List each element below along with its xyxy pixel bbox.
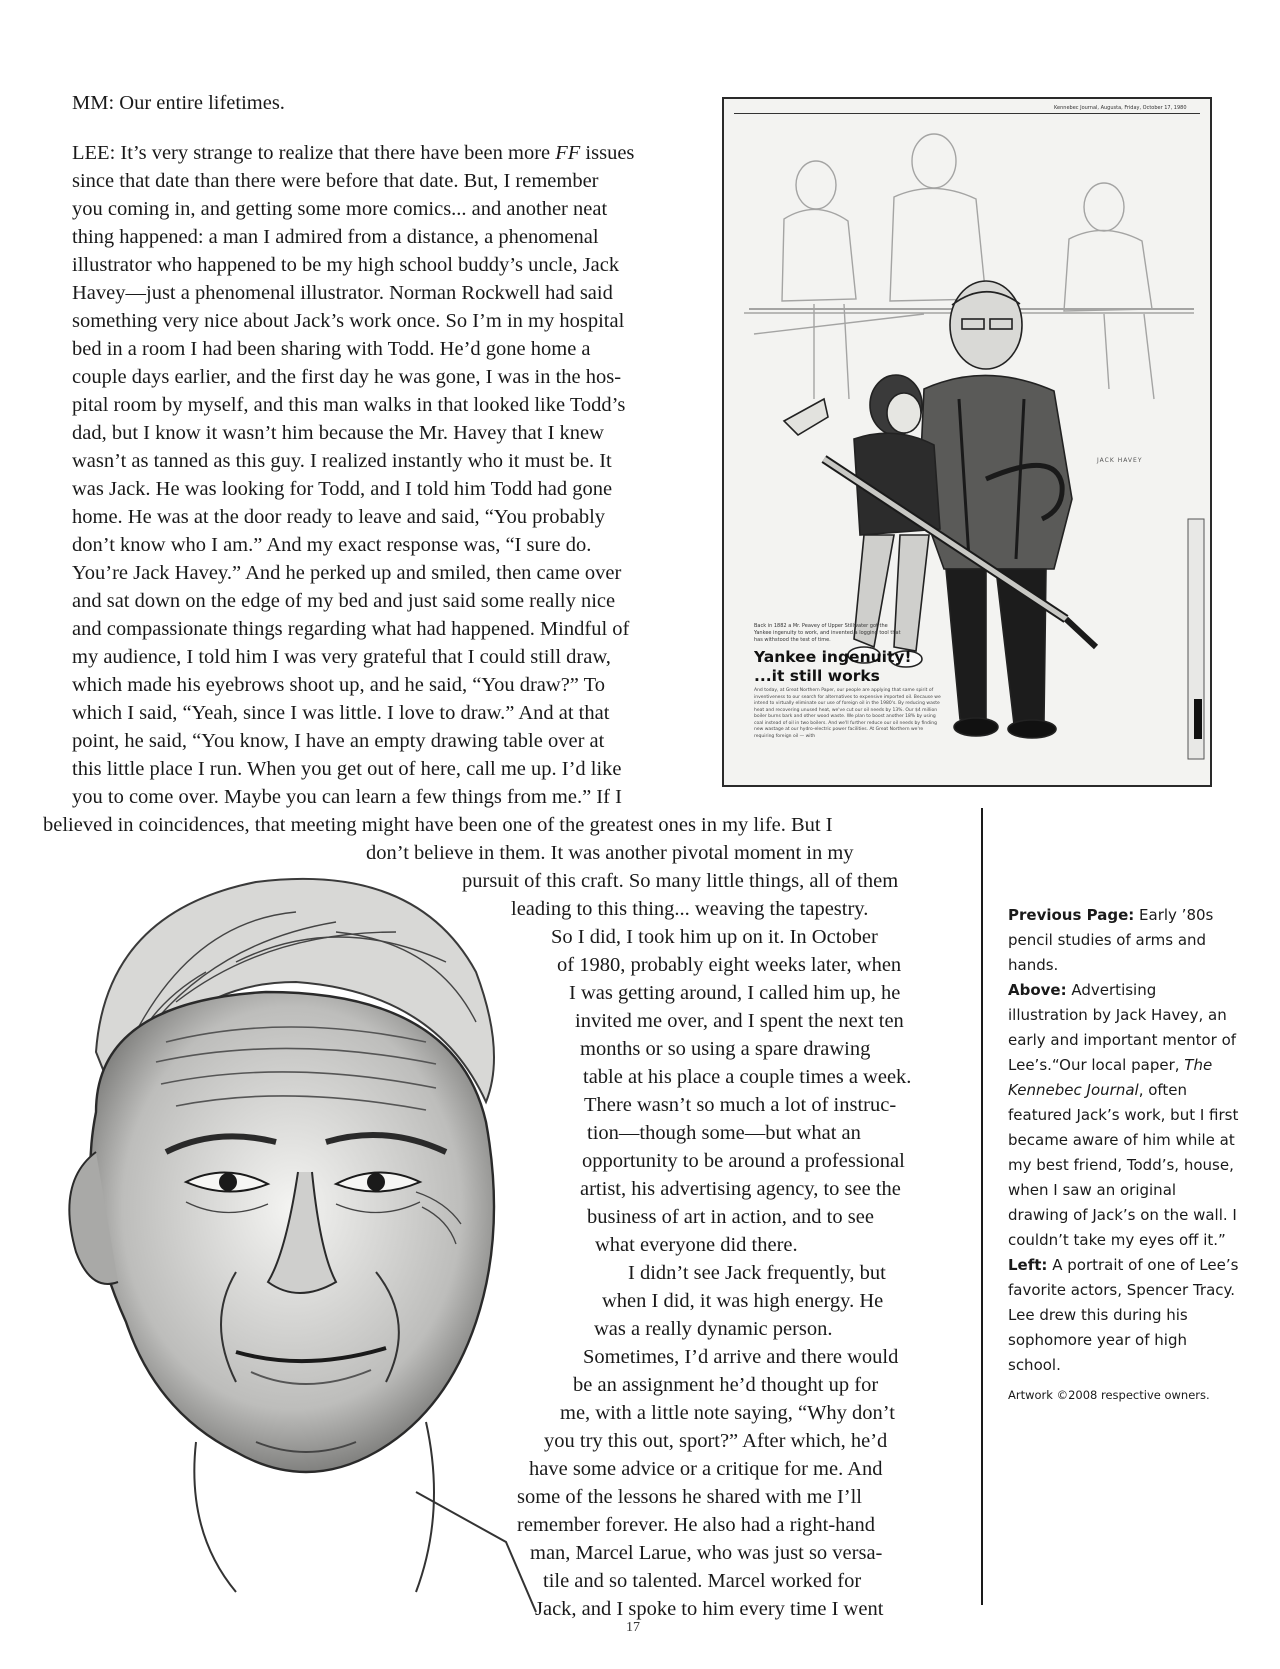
article-line: believed in coincidences, that meeting might have been one of the greatest ones in my life. But I [43,814,833,836]
article-line: which made his eyebrows shoot up, and he said, “You draw?” To [72,674,605,696]
article-line: be an assignment he’d thought up for [573,1374,879,1396]
article-line: of 1980, probably eight weeks later, when [557,954,902,976]
ad-headline [754,648,912,686]
article-line: leading to this thing... weaving the tapestry. [511,898,869,920]
article-line: remember forever. He also had a right-hand [517,1514,876,1536]
article-line: table at his place a couple times a week. [583,1066,912,1088]
article-line: bed in a room I had been sharing with Todd. He’d gone home a [72,338,591,360]
ad-header: Kennebec Journal, Augusta, Friday, October 17, 1980 [1054,105,1187,111]
article-line: you coming in, and getting some more comics... and another neat [72,198,608,220]
caption-label: Left: [1008,1256,1048,1274]
article-line: Jack, and I spoke to him every time I went [535,1598,884,1620]
article-line: my audience, I told him I was very grateful that I could still draw, [72,646,611,668]
ad-signature: JACK HAVEY [1097,457,1143,464]
article-line: illustrator who happened to be my high school buddy’s uncle, Jack [72,254,620,276]
article-line: pital room by myself, and this man walks in that looked like Todd’s [72,394,626,416]
article-line: was Jack. He was looking for Todd, and I told him Todd had gone [72,478,613,500]
article-line: some of the lessons he shared with me I’ll [517,1486,863,1508]
article-line: MM: Our entire lifetimes. [72,92,285,114]
caption-credit: Artwork ©2008 respective owners. [1008,1388,1210,1402]
article-line: pursuit of this craft. So many little things, all of them [462,870,899,892]
article-line: tile and so talented. Marcel worked for [543,1570,862,1592]
caption-quote: , often featured Jack’s work, but I first became aware of him while at my best friend, Todd’s, house, when I saw an original drawing of Jack’s on the wall. I couldn’t take my eyes off it.” [1008,1081,1239,1249]
article-line: what everyone did there. [595,1234,798,1256]
article-line: point, he said, “You know, I have an empty drawing table over at [72,730,605,752]
ad-body-text: And today, at Great Northern Paper, our people are applying that same spirit of inventiveness to our search for alternatives to expensive imported oil. Because we intend to virtually eliminate our use of foreign oil in the 1980's. By reducing waste heat and recovering unused heat, we've cut our oil needs by 13%. Our $4 million boiler burns bark and other wood waste. We plan to boost another 18% by using coal instead of oil in two boilers. And we'll further reduce our oil needs by finding new wastage at our hydro-electric power facilities. At Great Northern we're requiring foreign oil — with [754,688,941,739]
caption-left [1008,1253,1240,1378]
article-line: opportunity to be around a professional [582,1150,905,1172]
article-line: man, Marcel Larue, who was just so versa- [530,1542,883,1564]
article-line: don’t believe in them. It was another pivotal moment in my [366,842,854,864]
article-line: dad, but I know it wasn’t him because the Mr. Havey that I knew [72,422,604,444]
article-line: which I said, “Yeah, since I was little. I love to draw.” And at that [72,702,610,724]
article-line: wasn’t as tanned as this guy. I realized instantly who it must be. It [72,450,612,472]
article-line: months or so using a spare drawing [580,1038,871,1060]
article-line: invited me over, and I spent the next ten [575,1010,904,1032]
article-line: you try this out, sport?” After which, he’d [544,1430,888,1452]
caption-text: Advertising illustration by Jack Havey, an early and important mentor of Lee’s. [1008,981,1237,1074]
spencer-tracy-portrait [36,852,556,1612]
article-line: I was getting around, I called him up, he [569,982,901,1004]
article-line: business of art in action, and to see [587,1206,874,1228]
article-line: was a really dynamic person. [594,1318,833,1340]
article-line: have some advice or a critique for me. And [529,1458,883,1480]
caption-divider [981,808,983,1605]
ad-headline-line1: Yankee ingenuity! [754,648,912,666]
article-line: when I did, it was high energy. He [602,1290,884,1312]
ad-rule [734,113,1200,114]
article-line: LEE: It’s very strange to realize that there have been more FF issues [72,142,635,164]
ad-clipping [722,97,1212,787]
article-line: you to come over. Maybe you can learn a few things from me.” If I [72,786,622,808]
ad-small-text: Back in 1882 a Mr. Peavey of Upper Stillwater got the Yankee ingenuity to work, and invented a logging tool that has withstood the test of time. [754,623,901,643]
article-line: Sometimes, I’d arrive and there would [583,1346,899,1368]
article-line: couple days earlier, and the first day he was gone, I was in the hos- [72,366,622,388]
article-line: You’re Jack Havey.” And he perked up and smiled, then came over [72,562,622,584]
ad-headline-line2: ...it still works [754,667,880,685]
article-line: artist, his advertising agency, to see the [580,1178,901,1200]
caption-previous-page [1008,903,1240,978]
article-line: I didn’t see Jack frequently, but [628,1262,886,1284]
article-line: since that date than there were before that date. But, I remember [72,170,599,192]
article-line: and compassionate things regarding what had happened. Mindful of [72,618,630,640]
article-line: thing happened: a man I admired from a distance, a phenomenal [72,226,599,248]
article-line: me, with a little note saying, “Why don’t [560,1402,895,1424]
page-number: 17 [626,1620,640,1635]
caption-text: Early ’80s pencil studies of arms and hands. [1008,906,1214,974]
caption-quote: “Our local paper, [1051,1056,1185,1074]
caption-above [1008,978,1240,1253]
article-line: something very nice about Jack’s work once. So I’m in my hospital [72,310,625,332]
article-line: tion—though some—but what an [587,1122,861,1144]
caption-newspaper-title: The Kennebec Journal [1008,1056,1213,1099]
caption-label: Above: [1008,981,1067,999]
caption-label: Previous Page: [1008,906,1135,924]
article-line: So I did, I took him up on it. In October [551,926,878,948]
article-line: home. He was at the door ready to leave and said, “You probably [72,506,606,528]
caption-sidebar [1008,903,1240,1405]
caption-text: A portrait of one of Lee’s favorite actors, Spencer Tracy. Lee drew this during his sophomore year of high school. [1008,1256,1239,1374]
article-line: Havey—just a phenomenal illustrator. Norman Rockwell had said [72,282,613,304]
article-line: don’t know who I am.” And my exact response was, “I sure do. [72,534,592,556]
article-line: and sat down on the edge of my bed and just said some really nice [72,590,616,612]
article-line: this little place I run. When you get out of here, call me up. I’d like [72,758,622,780]
article-line: There wasn’t so much a lot of instruc- [584,1094,897,1116]
